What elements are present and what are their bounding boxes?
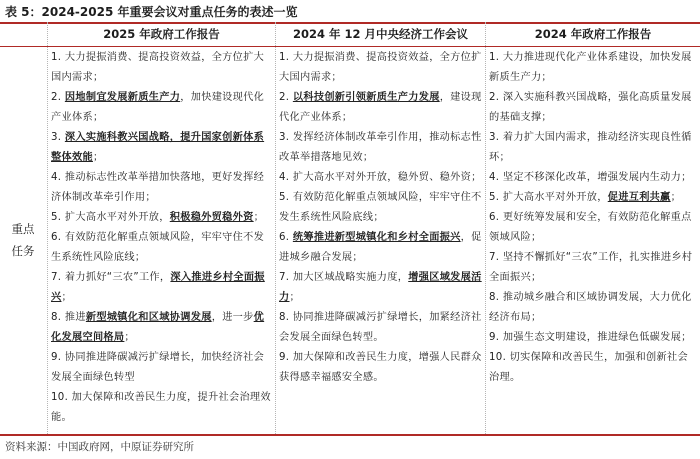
source-note: 资料来源：中国政府网，中原证券研究所 xyxy=(5,441,194,453)
header-2024-gov-report: 2024 年政府工作报告 xyxy=(534,27,652,41)
task-item xyxy=(489,248,696,288)
task-text: ； xyxy=(253,212,265,223)
task-text: 3. 着力扩大国内需求，推动经济实现良性循环； xyxy=(489,132,692,163)
column-2024-cewc xyxy=(279,48,482,388)
task-text: 1. 大力提振消费、提高投资效益，全方位扩大国内需求； xyxy=(279,52,482,83)
task-text: 3. 发挥经济体制改革牵引作用，推动标志性改革举措落地见效； xyxy=(279,132,482,163)
task-text: 9. 加大保障和改善民生力度，增强人民群众获得感幸福感安全感。 xyxy=(279,352,482,383)
task-item xyxy=(489,128,696,168)
task-item xyxy=(489,208,696,248)
emphasized-text: 以科技创新引领新质生产力发展 xyxy=(292,92,440,103)
task-item xyxy=(489,288,696,328)
header-2024-cewc: 2024 年 12 月中央经济工作会议 xyxy=(292,27,469,41)
task-text: 5. 扩大高水平对外开放， xyxy=(51,212,170,223)
task-text: 2. xyxy=(51,92,65,103)
task-item xyxy=(51,168,272,208)
task-text: 6. 有效防范化解重点领域风险，牢牢守住不发生系统性风险底线； xyxy=(51,232,265,263)
task-text: 10. 加大保障和改善民生力度，提升社会治理效能。 xyxy=(51,392,271,423)
task-item xyxy=(51,208,272,228)
task-item xyxy=(279,128,482,168)
task-text: ； xyxy=(61,292,72,303)
task-text: 6. 更好统筹发展和安全，有效防范化解重点领域风险； xyxy=(489,212,692,243)
row-label xyxy=(0,218,46,262)
task-item xyxy=(279,168,482,188)
task-item xyxy=(51,348,272,388)
task-text: ； xyxy=(124,332,135,343)
task-item xyxy=(279,48,482,88)
task-text: 7. 着力抓好“三农”工作， xyxy=(51,272,171,283)
task-text: 7. 坚持不懈抓好“三农”工作，扎实推进乡村全面振兴； xyxy=(489,252,693,283)
task-text: ； xyxy=(92,152,104,163)
task-item xyxy=(489,48,696,88)
task-text: 6. xyxy=(279,232,293,243)
task-item xyxy=(51,268,272,308)
task-text: 5. 有效防范化解重点领域风险，牢牢守住不发生系统性风险底线； xyxy=(279,192,482,223)
task-text: 10. 切实保障和改善民生，加强和创新社会治理。 xyxy=(489,352,688,383)
task-item xyxy=(51,48,272,88)
task-text: ； xyxy=(670,192,682,203)
table-title: 表 5：2024-2025 年重要会议对重点任务的表述一览 xyxy=(5,5,298,19)
task-item xyxy=(279,268,482,308)
task-item xyxy=(489,88,696,128)
task-item xyxy=(489,328,696,348)
task-item xyxy=(51,388,272,428)
task-text: 8. 推进 xyxy=(51,312,86,323)
task-text: 5. 扩大高水平对外开放， xyxy=(489,192,608,203)
task-text: 8. 推动城乡融合和区域协调发展，大力优化经济布局； xyxy=(489,292,692,323)
emphasized-text: 促进互利共赢 xyxy=(607,192,671,203)
task-text: 3. xyxy=(51,132,65,143)
column-divider xyxy=(47,22,48,434)
column-divider xyxy=(485,22,486,434)
task-item xyxy=(51,228,272,268)
task-text: 9. 加强生态文明建设，推进绿色低碳发展； xyxy=(489,332,692,343)
emphasized-text: 优化发展空间格局 xyxy=(51,312,265,343)
task-item xyxy=(51,128,272,168)
header-2025-gov-report: 2025 年政府工作报告 xyxy=(103,27,220,41)
column-2024-gov-report xyxy=(489,48,696,388)
header-rule xyxy=(0,46,700,47)
task-text: 9. 协同推进降碳减污扩绿增长，加快经济社会发展全面绿色转型 xyxy=(51,352,265,383)
task-text: 8. 协同推进降碳减污扩绿增长，加紧经济社会发展全面绿色转型。 xyxy=(279,312,482,343)
task-text: ，加快建设现代化产业体系； xyxy=(51,92,265,123)
task-item xyxy=(489,348,696,388)
emphasized-text: 统筹推进新型城镇化和乡村全面振兴 xyxy=(292,232,461,243)
task-item xyxy=(279,308,482,348)
task-item xyxy=(279,348,482,388)
emphasized-text: 因地制宜发展新质生产力 xyxy=(64,92,181,103)
task-item xyxy=(489,188,696,208)
bottom-rule xyxy=(0,434,700,436)
task-text: ； xyxy=(289,292,300,303)
emphasized-text: 增强区域发展活力 xyxy=(279,272,482,303)
task-text: 2. 深入实施科教兴国战略，强化高质量发展的基础支撑； xyxy=(489,92,692,123)
row-label-line: 任务 xyxy=(11,244,35,258)
column-divider xyxy=(275,22,276,434)
task-text: 4. 坚定不移深化改革，增强发展内生动力； xyxy=(489,172,692,183)
task-text: 4. 扩大高水平对外开放，稳外贸、稳外资； xyxy=(279,172,482,183)
row-label-line: 重点 xyxy=(11,222,35,236)
task-text: ，促进城乡融合发展； xyxy=(279,232,482,263)
task-text: 7. 加大区域战略实施力度， xyxy=(279,272,409,283)
task-text: 1. 大力推进现代化产业体系建设，加快发展新质生产力； xyxy=(489,52,692,83)
task-text: 2. xyxy=(279,92,293,103)
emphasized-text: 深入推进乡村全面振兴 xyxy=(51,272,265,303)
task-text: ，进一步 xyxy=(211,312,254,323)
task-item xyxy=(51,308,272,348)
emphasized-text: 深入实施科教兴国战略，提升国家创新体系整体效能 xyxy=(51,132,265,163)
emphasized-text: 新型城镇化和区域协调发展 xyxy=(85,312,212,323)
task-text: ，建设现代化产业体系； xyxy=(279,92,482,123)
task-item xyxy=(489,168,696,188)
task-item xyxy=(51,88,272,128)
task-text: 1. 大力提振消费、提高投资效益，全方位扩大国内需求； xyxy=(51,52,265,83)
task-item xyxy=(279,88,482,128)
emphasized-text: 积极稳外贸稳外资 xyxy=(169,212,254,223)
task-text: 4. 推动标志性改革举措加快落地，更好发挥经济体制改革牵引作用； xyxy=(51,172,265,203)
task-item xyxy=(279,228,482,268)
column-2025-gov-report xyxy=(51,48,272,428)
task-item xyxy=(279,188,482,228)
